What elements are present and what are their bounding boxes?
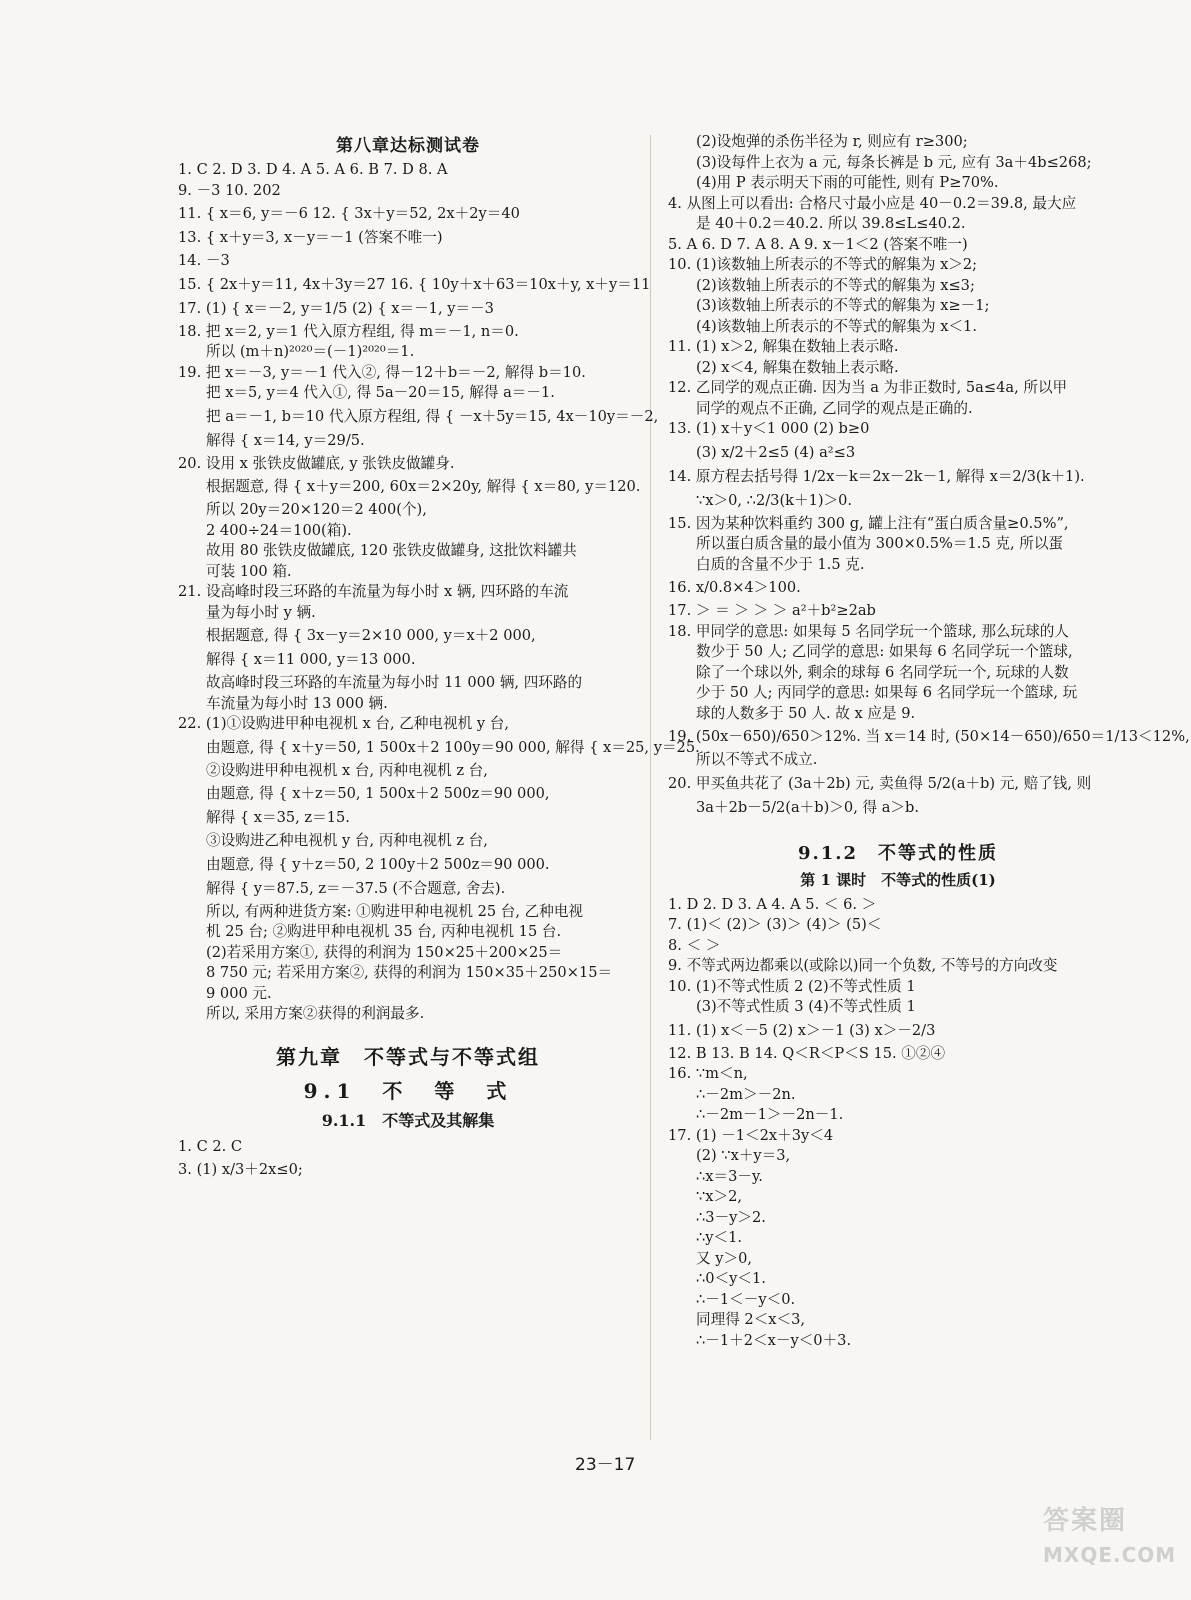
answer-line: 1. C 2. D 3. D 4. A 5. A 6. B 7. D 8. A (178, 161, 448, 178)
answer-line: (3) x/2＋2≤5 (4) a²≤3 (696, 443, 856, 461)
answer-line: ②设购进甲种电视机 x 台, 丙种电视机 z 台, (206, 761, 488, 779)
column-divider (650, 135, 651, 1440)
answer-line: 数少于 50 人; 乙同学的意思: 如果每 6 名同学玩一个篮球, (696, 643, 1073, 660)
answer-line: 由题意, 得 { x＋y＝50, 1 500x＋2 100y＝90 000, 解得 { x＝25, y＝25. (206, 738, 700, 756)
lesson-heading: 第 1 课时 不等式的性质(1) (800, 870, 996, 889)
answer-line: 2 400÷24＝100(箱). (206, 521, 352, 539)
answer-line: 19. (50x－650)/650＞12%. 当 x＝14 时, (50×14－650)/650＝1/13＜12%, (668, 728, 1190, 745)
answer-line: 13. (1) x＋y＜1 000 (2) b≥0 (668, 420, 870, 437)
answer-line: 根据题意, 得 { x＋y＝200, 60x＝2×20y, 解得 { x＝80, y＝120. (206, 478, 641, 495)
chapter-heading: 第九章 不等式与不等式组 (276, 1044, 540, 1069)
answer-line: 所以 (m＋n)²⁰²⁰＝(－1)²⁰²⁰＝1. (206, 343, 415, 360)
answer-line: 11. (1) x＞2, 解集在数轴上表示略. (668, 338, 899, 355)
answer-line: 8. ＜ ＞ (668, 936, 721, 954)
answer-line: (3)不等式性质 3 (4)不等式性质 1 (696, 998, 916, 1015)
left-tail-answers (178, 1137, 638, 1182)
page-number: 23－17 (575, 1455, 636, 1475)
answer-line: 机 25 台; ②购进甲种电视机 35 台, 丙种电视机 15 台. (206, 923, 562, 940)
section-heading-912: 9.1.2 不等式的性质 (797, 842, 999, 864)
answer-line: 由题意, 得 { y＋z＝50, 2 100y＋2 500z＝90 000. (206, 855, 550, 873)
answer-line: 17. (1) －1＜2x＋3y＜4 (668, 1126, 834, 1144)
answer-line: 19. 把 x＝－3, y＝－1 代入②, 得－12＋b＝－2, 解得 b＝10. (178, 363, 586, 381)
answer-line: 14. 原方程去括号得 1/2x－k＝2x－2k－1, 解得 x＝2/3(k＋1). (668, 467, 1085, 485)
answer-line: 20. 甲买鱼共花了 (3a＋2b) 元, 卖鱼得 5/2(a＋b) 元, 赔了钱, 则 (668, 774, 1092, 792)
answer-line: 18. 甲同学的意思: 如果每 5 名同学玩一个篮球, 那么玩球的人 (668, 622, 1069, 640)
answer-line: ∴－2m－1＞－2n－1. (696, 1106, 844, 1123)
answer-line: 18. 把 x＝2, y＝1 代入原方程组, 得 m＝－1, n＝0. (178, 322, 519, 340)
answer-line: 解得 { x＝11 000, y＝13 000. (206, 651, 416, 668)
answer-line: 11. (1) x＜－5 (2) x＞－1 (3) x＞－2/3 (668, 1021, 936, 1039)
answer-line: 9 000 元. (206, 984, 272, 1002)
answer-line: 可装 100 箱. (206, 562, 292, 580)
right-answers-b (668, 895, 1128, 1352)
left-answers (178, 160, 700, 1025)
answer-line: 17. ＞ ＝ ＞ ＞ ＞ a²＋b²≥2ab (668, 602, 876, 619)
answer-line: 9. 不等式两边都乘以(或除以)同一个负数, 不等号的方向改变 (668, 957, 1058, 974)
answer-line: 8 750 元; 若采用方案②, 获得的利润为 150×35＋250×15＝ (206, 964, 613, 981)
answer-line: (2)设炮弹的杀伤半径为 r, 则应有 r≥300; (696, 133, 968, 150)
answer-line: 15. 因为某种饮料重约 300 g, 罐上注有“蛋白质含量≥0.5%”, (668, 514, 1069, 532)
answer-line: 所以不等式不成立. (696, 751, 818, 768)
watermark-url: MXQE.COM (1043, 1543, 1177, 1567)
answer-line: 解得 { y＝87.5, z＝－37.5 (不合题意, 舍去). (206, 879, 506, 897)
answer-line: 故用 80 张铁皮做罐底, 120 张铁皮做罐身, 这批饮料罐共 (206, 542, 577, 559)
answer-line: ∵x＞2, (696, 1188, 743, 1205)
answer-line: 同理得 2＜x＜3, (696, 1311, 806, 1328)
answer-line: 12. 乙同学的观点正确. 因为当 a 为非正数时, 5a≤4a, 所以甲 (668, 379, 1068, 396)
answer-line: 根据题意, 得 { 3x－y＝2×10 000, y＝x＋2 000, (206, 627, 536, 644)
answer-line: 故高峰时段三环路的车流量为每小时 11 000 辆, 四环路的 (206, 674, 583, 691)
answer-line: 所以, 采用方案②获得的利润最多. (206, 1005, 425, 1022)
answer-line: 11. { x＝6, y＝－6 12. { 3x＋y＝52, 2x＋2y＝40 (178, 205, 520, 222)
answer-line: 量为每小时 y 辆. (206, 603, 316, 621)
answer-line: 1. D 2. D 3. A 4. A 5. ＜ 6. ＞ (668, 895, 877, 913)
answer-line: (3)该数轴上所表示的不等式的解集为 x≥－1; (696, 297, 990, 314)
answer-line: 10. (1)不等式性质 2 (2)不等式性质 1 (668, 977, 916, 995)
answer-line: (2)若采用方案①, 获得的利润为 150×25＋200×25＝ (206, 943, 563, 961)
answer-line: 14. －3 (178, 252, 230, 269)
answer-line: 少于 50 人; 丙同学的意思: 如果每 6 名同学玩一个篮球, 玩 (696, 684, 1078, 701)
answer-line: 又 y＞0, (696, 1249, 752, 1267)
answer-line: (2)该数轴上所表示的不等式的解集为 x≤3; (696, 276, 975, 294)
answer-line: 16. x/0.8×4＞100. (668, 579, 801, 596)
answer-line: 9. －3 10. 202 (178, 181, 281, 199)
section-heading: 9.1 不 等 式 (303, 1078, 513, 1103)
answer-line: 3a＋2b－5/2(a＋b)＞0, 得 a＞b. (696, 798, 919, 816)
answer-line: 解得 { x＝14, y＝29/5. (206, 431, 365, 449)
answer-line: 17. (1) { x＝－2, y＝1/5 (2) { x＝－1, y＝－3 (178, 299, 494, 317)
answer-line: 1. C 2. C (178, 1137, 243, 1155)
answer-line: ∴－1＋2＜x－y＜0＋3. (696, 1331, 852, 1349)
answer-line: 所以, 有两种进货方案: ①购进甲种电视机 25 台, 乙种电视 (206, 902, 584, 920)
answer-line: ∵x＞0, ∴2/3(k＋1)＞0. (696, 491, 853, 509)
answer-line: 20. 设用 x 张铁皮做罐底, y 张铁皮做罐身. (178, 454, 455, 472)
left-column (178, 130, 700, 1183)
answer-line: (3)设每件上衣为 a 元, 每条长裤是 b 元, 应有 3a＋4b≤268; (696, 153, 1092, 171)
answer-line: 4. 从图上可以看出: 合格尺寸最小应是 40－0.2＝39.8, 最大应 (668, 194, 1077, 212)
answer-line: 车流量为每小时 13 000 辆. (206, 694, 388, 712)
answer-line: (2) ∵x＋y＝3, (696, 1147, 791, 1164)
answer-line: ∴－2m＞－2n. (696, 1085, 796, 1103)
answer-line: 球的人数多于 50 人. 故 x 应是 9. (696, 704, 916, 722)
answer-line: ③设购进乙种电视机 y 台, 丙种电视机 z 台, (206, 832, 488, 849)
answer-line: 16. ∵m＜n, (668, 1065, 748, 1082)
answer-line: 除了一个球以外, 剩余的球每 6 名同学玩一个, 玩球的人数 (696, 663, 1069, 681)
answer-line: 10. (1)该数轴上所表示的不等式的解集为 x＞2; (668, 256, 978, 273)
answer-line: ∴－1＜－y＜0. (696, 1290, 796, 1308)
answer-line: ∴y＜1. (696, 1229, 743, 1246)
subsection-heading: 9.1.1 不等式及其解集 (321, 1110, 495, 1130)
right-column (668, 132, 1190, 1351)
answer-line: ∴3－y＞2. (696, 1208, 766, 1226)
answer-line: 由题意, 得 { x＋z＝50, 1 500x＋2 500z＝90 000, (206, 785, 550, 802)
answer-line: 5. A 6. D 7. A 8. A 9. x－1＜2 (答案不唯一) (668, 235, 968, 253)
answer-line: 所以蛋白质含量的最小值为 300×0.5%＝1.5 克, 所以蛋 (696, 535, 1064, 552)
answer-line: 把 a＝－1, b＝10 代入原方程组, 得 { －x＋5y＝15, 4x－10y＝－2, (206, 407, 659, 425)
answer-line: 解得 { x＝35, z＝15. (206, 809, 350, 826)
answer-line: (4)该数轴上所表示的不等式的解集为 x＜1. (696, 317, 977, 335)
answer-line: ∴x＝3－y. (696, 1167, 763, 1185)
watermark-mark: 答案圈 (1043, 1506, 1128, 1536)
answer-line: 15. { 2x＋y＝11, 4x＋3y＝27 16. { 10y＋x＋63＝10x＋y, x＋y＝11 (178, 275, 651, 293)
answer-line: (4)用 P 表示明天下雨的可能性, 则有 P≥70%. (696, 174, 999, 191)
answer-line: 是 40＋0.2＝40.2. 所以 39.8≤L≤40.2. (696, 215, 966, 232)
answer-line: 13. { x＋y＝3, x－y＝－1 (答案不唯一) (178, 229, 443, 246)
answer-line: 把 x＝5, y＝4 代入①, 得 5a－20＝15, 解得 a＝－1. (206, 384, 555, 401)
watermark-logo (1043, 1500, 1178, 1582)
answer-line: 同学的观点不正确, 乙同学的观点是正确的. (696, 399, 973, 417)
right-answers-a (668, 132, 1190, 819)
answer-line: 3. (1) x/3＋2x≤0; (178, 1161, 303, 1178)
answer-line: 所以 20y＝20×120＝2 400(个), (206, 501, 427, 518)
answer-line: 22. (1)①设购进甲种电视机 x 台, 乙种电视机 y 台, (178, 715, 509, 732)
answer-line: (2) x＜4, 解集在数轴上表示略. (696, 358, 899, 376)
answer-line: ∴0＜y＜1. (696, 1270, 766, 1287)
answer-line: 白质的含量不少于 1.5 克. (696, 555, 865, 573)
answer-line: 21. 设高峰时段三环路的车流量为每小时 x 辆, 四环路的车流 (178, 583, 569, 600)
answer-line: 7. (1)＜ (2)＞ (3)＞ (4)＞ (5)＜ (668, 916, 882, 933)
answer-line: 12. B 13. B 14. Q＜R＜P＜S 15. ①②④ (668, 1044, 946, 1062)
test-heading: 第八章达标测试卷 (336, 136, 480, 156)
